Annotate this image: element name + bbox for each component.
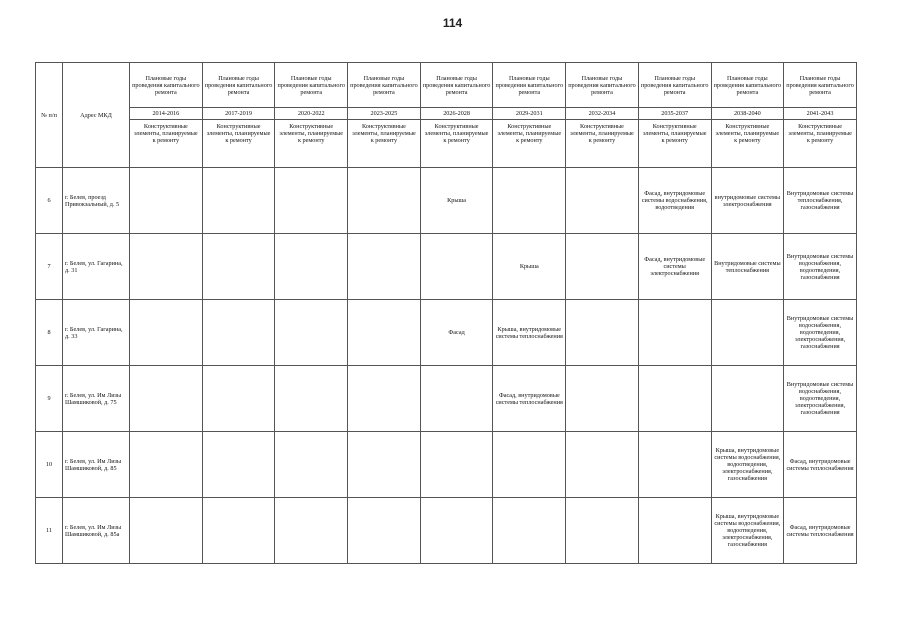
period-years: 2020-2022 xyxy=(275,108,348,120)
column-header-address: Адрес МКД xyxy=(63,63,130,168)
row-number: 7 xyxy=(36,234,63,300)
repair-cell xyxy=(420,234,493,300)
period-elements-label: Конструктивные элементы, планируемые к ремонту xyxy=(420,120,493,168)
period-elements-label: Конструктивные элементы, планируемые к ремонту xyxy=(348,120,421,168)
repair-cell xyxy=(420,432,493,498)
row-address: г. Белев, ул. Им Лизы Шамшиковой, д. 85а xyxy=(63,498,130,564)
repair-cell xyxy=(348,432,421,498)
period-title: Плановые годы проведения капитального ремонта xyxy=(348,63,421,108)
period-elements-label: Конструктивные элементы, планируемые к ремонту xyxy=(130,120,203,168)
row-number: 8 xyxy=(36,300,63,366)
repair-cell xyxy=(493,498,566,564)
row-address: г. Белев, ул. Гагарина, д. 33 xyxy=(63,300,130,366)
repair-cell xyxy=(130,366,203,432)
repair-cell xyxy=(638,498,711,564)
repair-cell: Крыша, внутридомовые системы водоснабжения, водоотведения, электроснабжения, газоснабжения xyxy=(711,498,784,564)
repair-cell: Внутридомовые системы водоснабжения, водоотведения, газоснабжения xyxy=(784,234,857,300)
period-title: Плановые годы проведения капитального ремонта xyxy=(275,63,348,108)
repair-cell xyxy=(275,498,348,564)
repair-cell xyxy=(202,168,275,234)
period-title: Плановые годы проведения капитального ремонта xyxy=(784,63,857,108)
period-title: Плановые годы проведения капитального ремонта xyxy=(420,63,493,108)
period-elements-label: Конструктивные элементы, планируемые к ремонту xyxy=(202,120,275,168)
repair-cell xyxy=(202,300,275,366)
table-row xyxy=(36,300,857,366)
header-years-row xyxy=(36,108,857,120)
repair-cell xyxy=(202,432,275,498)
repair-cell xyxy=(130,300,203,366)
repair-cell xyxy=(275,300,348,366)
repair-cell xyxy=(130,234,203,300)
repair-schedule-table xyxy=(35,62,857,564)
repair-cell: Крыша xyxy=(420,168,493,234)
repair-cell: внутридомовые системы электроснабжения xyxy=(711,168,784,234)
repair-cell xyxy=(348,168,421,234)
repair-cell: Внутридомовые системы водоснабжения, водоотведения, электроснабжения, газоснабжения xyxy=(784,300,857,366)
period-years: 2017-2019 xyxy=(202,108,275,120)
repair-cell: Фасад, внутридомовые системы теплоснабжения xyxy=(493,366,566,432)
table-body xyxy=(36,168,857,564)
row-address: г. Белев, ул. Им Лизы Шамшиковой, д. 85 xyxy=(63,432,130,498)
repair-cell xyxy=(638,366,711,432)
period-title: Плановые годы проведения капитального ремонта xyxy=(130,63,203,108)
repair-cell xyxy=(202,498,275,564)
period-years: 2032-2034 xyxy=(566,108,639,120)
period-elements-label: Конструктивные элементы, планируемые к ремонту xyxy=(493,120,566,168)
repair-cell xyxy=(275,168,348,234)
period-elements-label: Конструктивные элементы, планируемые к ремонту xyxy=(566,120,639,168)
row-address: г. Белев, ул. Им Лизы Шамшиковой, д. 75 xyxy=(63,366,130,432)
repair-cell xyxy=(348,300,421,366)
repair-cell: Внутридомовые системы теплоснабжения xyxy=(711,234,784,300)
repair-cell xyxy=(275,366,348,432)
repair-cell xyxy=(130,498,203,564)
repair-cell xyxy=(202,366,275,432)
row-number: 10 xyxy=(36,432,63,498)
repair-cell xyxy=(493,432,566,498)
period-title: Плановые годы проведения капитального ремонта xyxy=(566,63,639,108)
period-years: 2026-2028 xyxy=(420,108,493,120)
repair-cell: Крыша, внутридомовые системы теплоснабжения xyxy=(493,300,566,366)
repair-cell xyxy=(711,366,784,432)
repair-cell: Крыша, внутридомовые системы водоснабжения, водоотведения, электроснабжения, газоснабжения xyxy=(711,432,784,498)
repair-cell xyxy=(275,432,348,498)
period-years: 2038-2040 xyxy=(711,108,784,120)
period-elements-label: Конструктивные элементы, планируемые к ремонту xyxy=(784,120,857,168)
repair-cell: Внутридомовые системы водоснабжения, водоотведения, электроснабжения, газоснабжения xyxy=(784,366,857,432)
period-title: Плановые годы проведения капитального ремонта xyxy=(638,63,711,108)
repair-cell xyxy=(420,498,493,564)
row-number: 9 xyxy=(36,366,63,432)
repair-cell xyxy=(348,234,421,300)
period-title: Плановые годы проведения капитального ремонта xyxy=(493,63,566,108)
repair-cell: Фасад, внутридомовые системы электроснабжения xyxy=(638,234,711,300)
page-number: 114 xyxy=(442,16,463,30)
table-row xyxy=(36,498,857,564)
repair-cell xyxy=(638,300,711,366)
period-years: 2023-2025 xyxy=(348,108,421,120)
repair-cell xyxy=(275,234,348,300)
repair-cell xyxy=(566,234,639,300)
repair-cell xyxy=(638,432,711,498)
table-row xyxy=(36,432,857,498)
period-title: Плановые годы проведения капитального ремонта xyxy=(202,63,275,108)
header-elements-row xyxy=(36,120,857,168)
row-number: 11 xyxy=(36,498,63,564)
period-years: 2014-2016 xyxy=(130,108,203,120)
repair-cell xyxy=(566,366,639,432)
period-elements-label: Конструктивные элементы, планируемые к ремонту xyxy=(638,120,711,168)
row-address: г. Белев, ул. Гагарина, д. 31 xyxy=(63,234,130,300)
repair-cell xyxy=(348,366,421,432)
repair-cell xyxy=(202,234,275,300)
repair-cell: Внутридомовые системы теплоснабжения, газоснабжения xyxy=(784,168,857,234)
repair-cell xyxy=(711,300,784,366)
period-years: 2029-2031 xyxy=(493,108,566,120)
repair-cell: Крыша xyxy=(493,234,566,300)
repair-cell: Фасад, внутридомовые системы теплоснабжения xyxy=(784,432,857,498)
table-row xyxy=(36,234,857,300)
period-years: 2035-2037 xyxy=(638,108,711,120)
period-years: 2041-2043 xyxy=(784,108,857,120)
period-title: Плановые годы проведения капитального ремонта xyxy=(711,63,784,108)
period-elements-label: Конструктивные элементы, планируемые к ремонту xyxy=(711,120,784,168)
repair-cell: Фасад, внутридомовые системы теплоснабжения xyxy=(784,498,857,564)
repair-cell xyxy=(566,432,639,498)
repair-cell xyxy=(420,366,493,432)
repair-cell xyxy=(566,168,639,234)
repair-cell xyxy=(348,498,421,564)
repair-cell xyxy=(493,168,566,234)
repair-cell xyxy=(130,432,203,498)
table-row xyxy=(36,366,857,432)
period-elements-label: Конструктивные элементы, планируемые к ремонту xyxy=(275,120,348,168)
table-row xyxy=(36,168,857,234)
row-number: 6 xyxy=(36,168,63,234)
repair-cell xyxy=(566,498,639,564)
repair-cell: Фасад, внутридомовые системы водоснабжения, водоотведения xyxy=(638,168,711,234)
repair-cell xyxy=(130,168,203,234)
repair-cell xyxy=(566,300,639,366)
row-address: г. Белев, проезд Привокзальный, д. 5 xyxy=(63,168,130,234)
header-title-row xyxy=(36,63,857,108)
repair-cell: Фасад xyxy=(420,300,493,366)
column-header-number: № п/п xyxy=(36,63,63,168)
